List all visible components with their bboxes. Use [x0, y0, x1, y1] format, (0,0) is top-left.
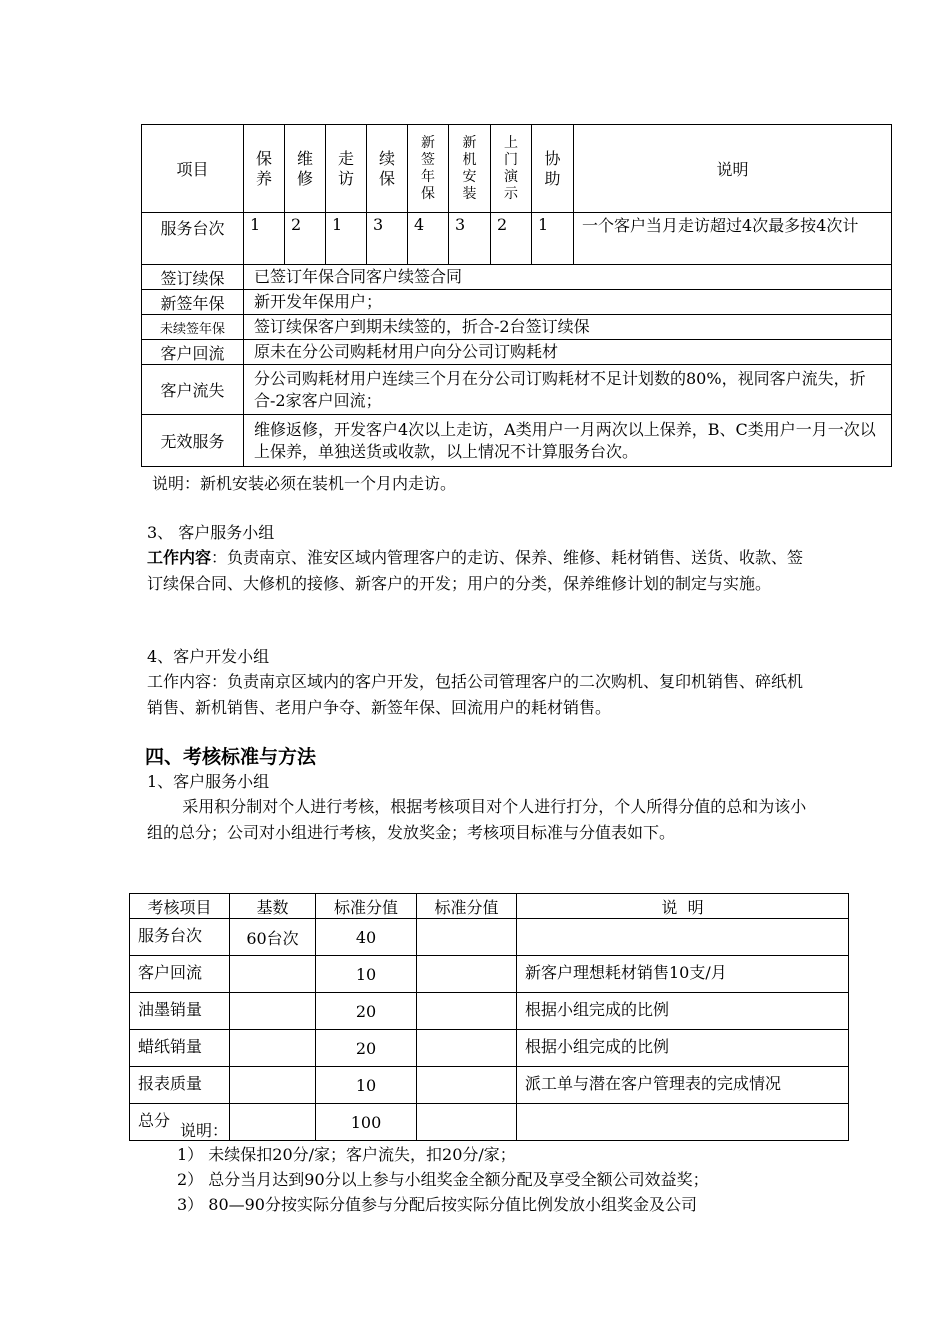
item-cell: 报表质量	[130, 1067, 230, 1104]
chapter4-sub: 1、客户服务小组	[147, 772, 270, 791]
score-cell: 10	[316, 1067, 417, 1104]
service-count-row	[142, 213, 892, 265]
note-cell: 新客户理想耗材销售10支/月	[517, 956, 849, 993]
row-text: 分公司购耗材用户连续三个月在分公司订购耗材不足计划数的80%，视同客户流失，折合-2家客户回流；	[244, 365, 892, 415]
score-cell: 100	[316, 1104, 417, 1141]
score-cell: 20	[316, 1030, 417, 1067]
section3-title: 3、 客户服务小组	[147, 523, 275, 542]
section3-label: 工作内容	[147, 548, 212, 567]
item-cell: 服务台次	[130, 919, 230, 956]
header-demo: 上门演示	[491, 125, 532, 213]
header-explanation: 说 明	[517, 894, 849, 919]
note-cell: 根据小组完成的比例	[517, 1030, 849, 1067]
row-text: 签订续保客户到期未续签的，折合-2台签订续保	[244, 315, 892, 340]
table-row	[130, 919, 849, 956]
table1-row	[142, 415, 892, 467]
table1-footnote: 说明：新机安装必须在装机一个月内走访。	[152, 474, 457, 493]
score2-cell	[417, 956, 517, 993]
value-cell: 2	[491, 213, 532, 265]
item-cell: 总分	[130, 1104, 230, 1141]
value-cell: 1	[326, 213, 367, 265]
header-assist: 协助	[532, 125, 574, 213]
table-row	[130, 1067, 849, 1104]
header-base: 基数	[230, 894, 316, 919]
header-standard-score-2: 标准分值	[417, 894, 517, 919]
note-cell: 根据小组完成的比例	[517, 993, 849, 1030]
row-label: 无效服务	[142, 415, 244, 467]
section3-text: ：负责南京、淮安区域内管理客户的走访、保养、维修、耗材销售、送货、收款、签订续保合同、大修机的接修、新客户的开发；用户的分类，保养维修计划的制定与实施。	[147, 548, 804, 593]
header-note: 说明	[574, 125, 892, 213]
base-cell	[230, 1067, 316, 1104]
score2-cell	[417, 919, 517, 956]
base-cell	[230, 1030, 316, 1067]
score2-cell	[417, 1104, 517, 1141]
score-cell: 40	[316, 919, 417, 956]
base-cell	[230, 993, 316, 1030]
table1-row	[142, 340, 892, 365]
header-standard-score: 标准分值	[316, 894, 417, 919]
table-row	[130, 1104, 849, 1141]
score-cell: 10	[316, 956, 417, 993]
note-cell	[517, 919, 849, 956]
section4-content: 工作内容：负责南京区域内的客户开发，包括公司管理客户的二次购机、复印机销售、碎纸机销售、新机销售、老用户争夺、新签年保、回流用户的耗材销售。	[147, 672, 804, 717]
header-visit: 走访	[326, 125, 367, 213]
notes-title: 说明：	[180, 1121, 229, 1140]
score2-cell	[417, 1030, 517, 1067]
service-count-note: 一个客户当月走访超过4次最多按4次计	[574, 213, 892, 265]
row-label: 客户回流	[142, 340, 244, 365]
table1-header-row	[142, 125, 892, 213]
note-item: 3） 80—90分按实际分值参与分配后按实际分值比例发放小组奖金及公司	[177, 1195, 697, 1214]
table2-header-row	[130, 894, 849, 919]
row-text: 维修返修，开发客户4次以上走访，A类用户一月两次以上保养，B、C类用户一月一次以上保养，单独送货或收款，以上情况不计算服务台次。	[244, 415, 892, 467]
note-item: 2） 总分当月达到90分以上参与小组奖金全额分配及享受全额公司效益奖；	[177, 1170, 709, 1189]
item-cell: 蜡纸销量	[130, 1030, 230, 1067]
score2-cell	[417, 993, 517, 1030]
value-cell: 4	[408, 213, 449, 265]
row-text: 原未在分公司购耗材用户向分公司订购耗材	[244, 340, 892, 365]
header-new-install: 新机安装	[449, 125, 491, 213]
row-text: 新开发年保用户；	[244, 290, 892, 315]
header-maintain: 保养	[244, 125, 285, 213]
chapter4-para: 采用积分制对个人进行考核，根据考核项目对个人进行打分，个人所得分值的总和为该小组的总分；公司对小组进行考核，发放奖金；考核项目标准与分值表如下。	[147, 797, 807, 842]
row-text: 已签订年保合同客户续签合同	[244, 265, 892, 290]
row-label: 签订续保	[142, 265, 244, 290]
value-cell: 1	[532, 213, 574, 265]
value-cell: 3	[367, 213, 408, 265]
row-label: 新签年保	[142, 290, 244, 315]
header-new-contract: 新签年保	[408, 125, 449, 213]
table1-row	[142, 365, 892, 415]
header-repair: 维修	[285, 125, 326, 213]
table-row	[130, 993, 849, 1030]
note-item: 1） 未续保扣20分/家；客户流失，扣20分/家；	[177, 1145, 516, 1164]
score2-cell	[417, 1067, 517, 1104]
base-cell: 60台次	[230, 919, 316, 956]
item-cell: 客户回流	[130, 956, 230, 993]
chapter4-heading: 四、考核标准与方法	[145, 746, 317, 768]
base-cell	[230, 956, 316, 993]
base-cell	[230, 1104, 316, 1141]
table-row	[130, 956, 849, 993]
header-assessment-item: 考核项目	[130, 894, 230, 919]
row-label: 客户流失	[142, 365, 244, 415]
table1-row	[142, 265, 892, 290]
note-cell: 派工单与潜在客户管理表的完成情况	[517, 1067, 849, 1104]
note-cell	[517, 1104, 849, 1141]
item-cell: 油墨销量	[130, 993, 230, 1030]
table-row	[130, 1030, 849, 1067]
row-label: 未续签年保	[142, 315, 244, 340]
section4-title: 4、客户开发小组	[147, 647, 270, 666]
assessment-table	[129, 893, 849, 1141]
table1-row	[142, 290, 892, 315]
table1-row	[142, 315, 892, 340]
service-count-table	[141, 124, 892, 467]
value-cell: 2	[285, 213, 326, 265]
value-cell: 1	[244, 213, 285, 265]
value-cell: 3	[449, 213, 491, 265]
header-item: 项目	[142, 125, 244, 213]
section3-content	[147, 545, 815, 597]
header-renew: 续保	[367, 125, 408, 213]
service-count-label: 服务台次	[142, 213, 244, 265]
score-cell: 20	[316, 993, 417, 1030]
